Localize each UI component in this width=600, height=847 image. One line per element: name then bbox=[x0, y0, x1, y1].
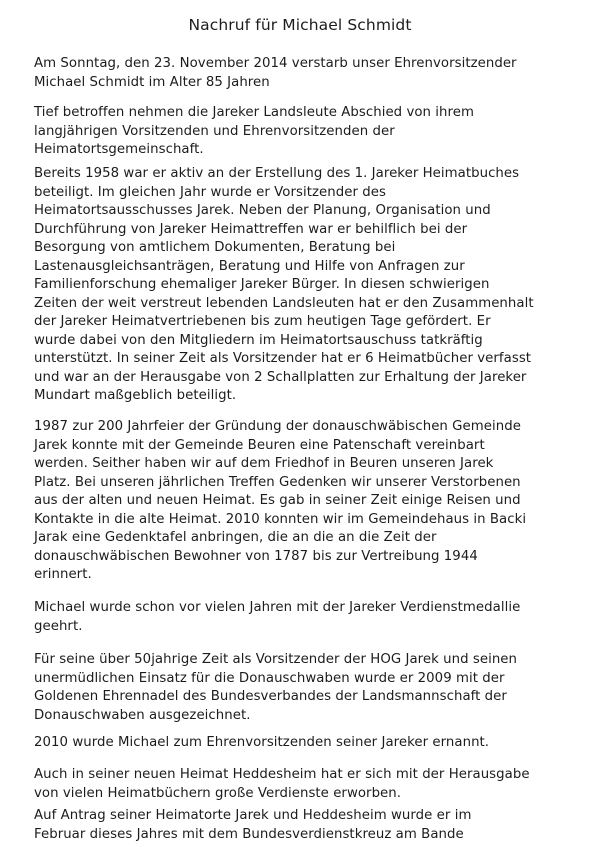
text-line: Donauschwaben ausgezeichnet. bbox=[34, 707, 251, 723]
page-title: Nachruf für Michael Schmidt bbox=[188, 16, 412, 34]
text-line: Familienforschung ehemaliger Jareker Bürger. In diesen schwierigen bbox=[34, 277, 490, 292]
paragraph-golden-pin bbox=[34, 651, 574, 725]
text-line: Am Sonntag, den 23. November 2014 verstarb unser Ehrenvorsitzender bbox=[34, 56, 517, 71]
paragraph-medal bbox=[34, 599, 574, 636]
text-line: beteiligt. Im gleichen Jahr wurde er Vorsitzender des bbox=[34, 184, 386, 200]
paragraph-career bbox=[34, 165, 574, 406]
text-line: Februar dieses Jahres mit dem Bundesverdienstkreuz am Bande bbox=[34, 826, 464, 842]
text-line: Michael Schmidt im Alter 85 Jahren bbox=[34, 74, 270, 90]
paragraph-honorary-chair bbox=[34, 734, 574, 753]
text-line: Mundart maßgeblich beteiligt. bbox=[34, 388, 237, 403]
text-line: und war an der Herausgabe von 2 Schallplatten zur Erhaltung der Jareker bbox=[34, 369, 527, 385]
text-line: erinnert. bbox=[34, 567, 92, 582]
text-line: unermüdlichen Einsatz für die Donauschwaben wurde er 2009 mit der bbox=[34, 670, 505, 686]
text-line: Jarek konnte mit der Gemeinde Beuren eine Patenschaft vereinbart bbox=[34, 437, 485, 453]
text-line: 2010 wurde Michael zum Ehrenvorsitzenden seiner Jareker ernannt. bbox=[34, 735, 490, 750]
paragraph-farewell bbox=[34, 104, 574, 160]
text-line: Für seine über 50jahrige Zeit als Vorsitzender der HOG Jarek und seinen bbox=[34, 652, 518, 667]
text-line: Goldenen Ehrennadel des Bundesverbandes der Landsmannschaft der bbox=[34, 689, 507, 704]
paragraph-federal-cross bbox=[34, 807, 574, 844]
text-line: Auf Antrag seiner Heimatorte Jarek und Heddesheim wurde er im bbox=[34, 808, 472, 823]
text-line: Besorgung von amtlichem Dokumenten, Beratung bei bbox=[34, 240, 396, 255]
paragraph-jubilee bbox=[34, 418, 574, 585]
text-line: aus der alten und neuen Heimat. Es gab in seiner Zeit einige Reisen und bbox=[34, 493, 521, 508]
text-line: Jarak eine Gedenktafel anbringen, die an die an die Zeit der bbox=[34, 530, 437, 545]
text-line: Heimatortsausschusses Jarek. Neben der Planung, Organisation und bbox=[34, 203, 491, 218]
text-line: Michael wurde schon vor vielen Jahren mit der Jareker Verdienstmedallie bbox=[34, 600, 521, 615]
text-line: Kontakte in die alte Heimat. 2010 konnten wir im Gemeindehaus in Backi bbox=[34, 511, 527, 527]
text-line: geehrt. bbox=[34, 618, 83, 634]
text-line: Zeiten der weit verstreut lebenden Landsleuten hat er den Zusammenhalt bbox=[34, 295, 534, 311]
text-line: unterstützt. In seiner Zeit als Vorsitzender hat er 6 Heimatbücher verfasst bbox=[34, 351, 532, 366]
text-line: von vielen Heimatbüchern große Verdienste erworben. bbox=[34, 785, 402, 801]
text-line: wurde dabei von den Mitgliedern im Heimatortsauschuss tatkräftig bbox=[34, 332, 483, 348]
text-line: donauschwäbischen Bewohner von 1787 bis zur Vertreibung 1944 bbox=[34, 548, 478, 564]
text-line: der Jareker Heimatvertriebenen bis zum heutigen Tage gefördert. Er bbox=[34, 314, 491, 329]
text-line: werden. Seither haben wir auf dem Friedhof in Beuren unseren Jarek bbox=[34, 456, 494, 471]
text-line: Bereits 1958 war er aktiv an der Erstellung des 1. Jareker Heimatbuches bbox=[34, 166, 520, 181]
paragraph-death-notice bbox=[34, 55, 574, 92]
paragraph-heddesheim bbox=[34, 766, 574, 803]
text-line: langjährigen Vorsitzenden und Ehrenvorsitzenden der bbox=[34, 123, 395, 139]
text-line: 1987 zur 200 Jahrfeier der Gründung der donauschwäbischen Gemeinde bbox=[34, 419, 521, 434]
text-line: Tief betroffen nehmen die Jareker Landsleute Abschied von ihrem bbox=[34, 105, 474, 120]
text-line: Heimatortsgemeinschaft. bbox=[34, 142, 204, 157]
text-line: Durchführung von Jareker Heimattreffen war er behilflich bei der bbox=[34, 221, 468, 237]
text-line: Lastenausgleichsanträgen, Beratung und Hilfe von Anfragen zur bbox=[34, 258, 465, 274]
text-line: Auch in seiner neuen Heimat Heddesheim hat er sich mit der Herausgabe bbox=[34, 767, 530, 782]
text-line: Platz. Bei unseren jährlichen Treffen Gedenken wir unserer Verstorbenen bbox=[34, 474, 521, 490]
